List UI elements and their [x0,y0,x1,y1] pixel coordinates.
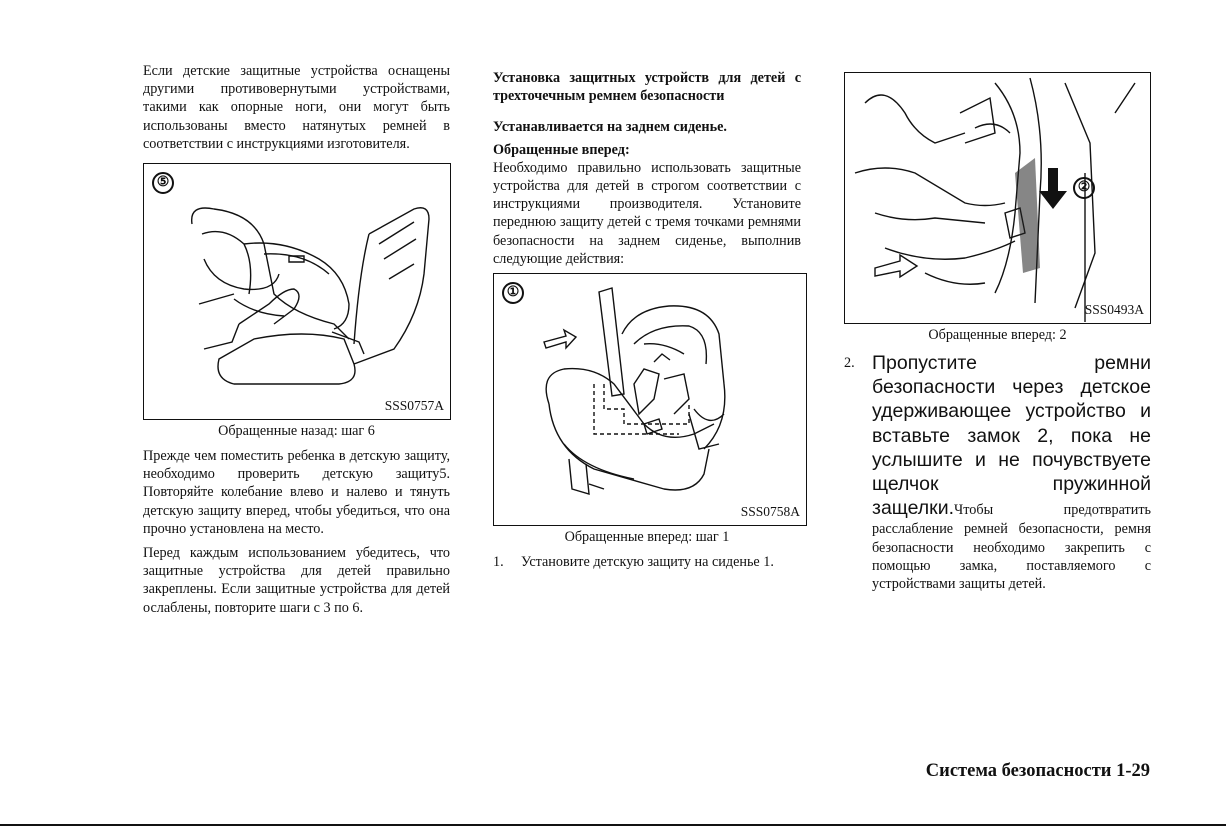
paragraph-before-use: Перед каждым использованием убедитесь, что защитные устройства для детей правильно закреплены. Если защитные устройства для детей ослаблены, повторите шаги с 3 по 6. [143,545,450,616]
child-seat-rear-illustration [144,164,449,418]
step-number: 1. [493,554,504,571]
figure-caption: Обращенные вперед: 2 [928,327,1067,343]
figure-caption: Обращенные вперед: шаг 1 [564,529,730,546]
step-text: Установите детскую защиту на сиденье 1. [521,554,774,571]
figure-code: SSS0493A [1084,301,1144,317]
figure-rear-facing-step6 [143,163,451,420]
step-text-small: Чтобы предотвратить расслабление ремней безопасности, ремня безопасности необходимо закрепить с помощью замка, поставляемого с устройствами защиты детей. [872,502,1151,593]
step-1 [493,553,801,571]
step-text [872,351,1151,593]
figure-forward-step1 [493,273,807,526]
left-column [143,62,450,617]
page-footer: Система безопасности 1-29 [925,761,1150,781]
paragraph-check-seat: Прежде чем поместить ребенка в детскую защиту, необходимо проверить детскую защиту5. Повторяйте колебание влево и налево и тянуть детскую защиту вперед, чтобы убедиться, что она прочно установлена на место. [143,448,450,537]
figure-code: SSS0758A [740,503,800,519]
right-column [844,72,1151,593]
subheading-rear-seat: Устанавливается на заднем сиденье. [493,119,727,136]
paragraph-support-legs: Если детские защитные устройства оснащены другими противовернутыми устройствами, такими как опорные ноги, они могут быть использованы вместо натянутых ремней в соответствии с инструкциями изготовителя. [143,63,450,152]
step-marker: ② [1073,177,1095,199]
figure-code: SSS0757A [384,397,444,413]
figure-caption: Обращенные назад: шаг 6 [218,423,375,440]
paragraph-instructions: Необходимо правильно использовать защитные устройства для детей в строгом соответствии с инструкциями производителя. Установите переднюю защиту детей с тремя точками ремнями безопасности на заднем сиденье, выполнив следующие действия: [493,159,801,267]
subheading-forward-facing: Обращенные вперед: [493,141,630,158]
step-2 [844,351,1151,593]
child-seat-forward-illustration [494,274,805,524]
bottom-rule [0,824,1226,826]
middle-column [493,69,801,571]
step-marker: ⑤ [152,172,174,194]
figure-forward-step2 [844,72,1151,324]
step-marker: ① [502,282,524,304]
step-number: 2. [844,355,855,371]
buckle-insert-illustration [845,73,1149,322]
step-text-large: Пропустите ремни безопасности через детское удерживающее устройство и вставьте замок 2, пока не услышите и не почувствуете щелчок пружинной защелки. [872,352,1151,520]
section-heading: Установка защитных устройств для детей с трехточечным ремнем безопасности [493,70,801,105]
